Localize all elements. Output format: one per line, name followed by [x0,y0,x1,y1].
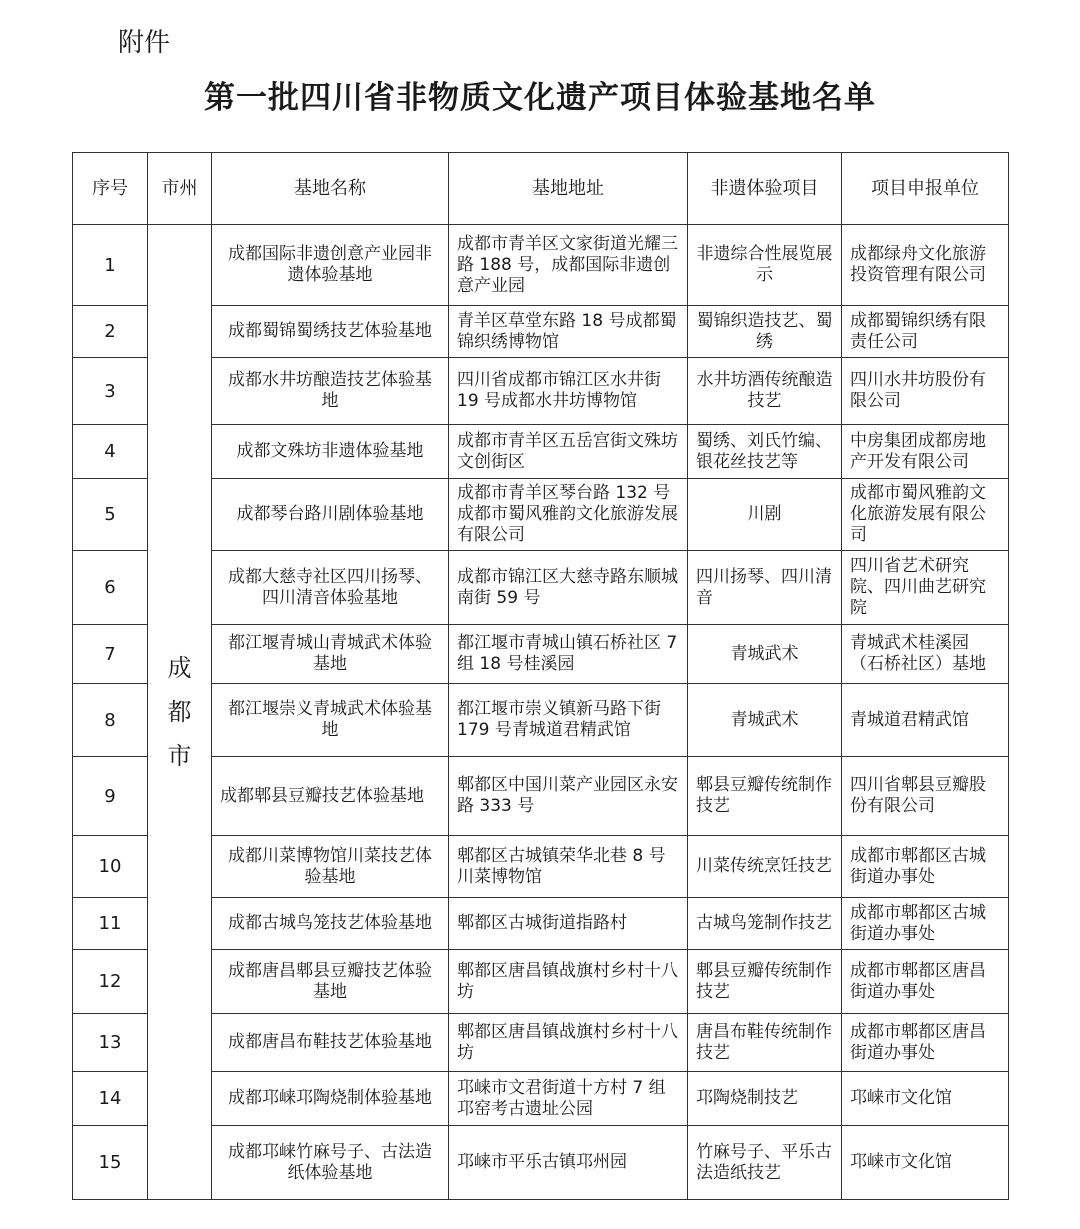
table-row [73,1014,1009,1072]
base-address: 都江堰市崇义镇新马路下街 179 号青城道君精武馆 [449,684,688,757]
heritage-project: 蜀锦织造技艺、蜀绣 [688,306,842,358]
base-address: 邛崃市文君街道十方村 7 组邛窑考古遗址公园 [449,1072,688,1126]
heritage-project: 青城武术 [688,625,842,684]
base-name: 成都琴台路川剧体验基地 [212,479,449,551]
heritage-project: 蜀绣、刘氏竹编、银花丝技艺等 [688,425,842,479]
row-number: 11 [73,898,148,950]
row-number: 7 [73,625,148,684]
row-number: 8 [73,684,148,757]
base-name: 成都邛崃邛陶烧制体验基地 [212,1072,449,1126]
declaring-unit: 成都市蜀风雅韵文化旅游发展有限公司 [842,479,1009,551]
table-row [73,1126,1009,1200]
base-name: 都江堰青城山青城武术体验基地 [212,625,449,684]
document-title: 第一批四川省非物质文化遗产项目体验基地名单 [204,80,876,116]
heritage-project: 青城武术 [688,684,842,757]
base-address: 成都市青羊区五岳宫街文殊坊文创街区 [449,425,688,479]
heritage-project: 竹麻号子、平乐古法造纸技艺 [688,1126,842,1200]
heritage-project: 郫县豆瓣传统制作技艺 [688,757,842,836]
base-name: 成都唐昌郫县豆瓣技艺体验基地 [212,950,449,1014]
declaring-unit: 中房集团成都房地产开发有限公司 [842,425,1009,479]
base-address: 青羊区草堂东路 18 号成都蜀锦织绣博物馆 [449,306,688,358]
header-project: 非遗体验项目 [688,153,842,225]
row-number: 3 [73,358,148,425]
declaring-unit: 成都绿舟文化旅游投资管理有限公司 [842,225,1009,306]
declaring-unit: 成都蜀锦织绣有限责任公司 [842,306,1009,358]
header-base-address: 基地地址 [449,153,688,225]
base-name: 都江堰崇义青城武术体验基地 [212,684,449,757]
table-row [73,551,1009,625]
base-name: 成都国际非遗创意产业园非遗体验基地 [212,225,449,306]
heritage-project: 川剧 [688,479,842,551]
base-name: 成都水井坊酿造技艺体验基地 [212,358,449,425]
base-address: 郫都区中国川菜产业园区永安路 333 号 [449,757,688,836]
base-address: 郫都区古城街道指路村 [449,898,688,950]
header-unit: 项目申报单位 [842,153,1009,225]
row-number: 1 [73,225,148,306]
row-number: 13 [73,1014,148,1072]
base-address: 郫都区唐昌镇战旗村乡村十八坊 [449,950,688,1014]
declaring-unit: 成都市郫都区唐昌街道办事处 [842,1014,1009,1072]
table-row [73,479,1009,551]
attachment-label: 附件 [118,28,171,58]
base-name: 成都古城鸟笼技艺体验基地 [212,898,449,950]
heritage-project: 非遗综合性展览展示 [688,225,842,306]
declaring-unit: 成都市郫都区古城街道办事处 [842,898,1009,950]
base-address: 四川省成都市锦江区水井街 19 号成都水井坊博物馆 [449,358,688,425]
table-row [73,625,1009,684]
declaring-unit: 四川水井坊股份有限公司 [842,358,1009,425]
base-name: 成都川菜博物馆川菜技艺体验基地 [212,836,449,898]
row-number: 2 [73,306,148,358]
declaring-unit: 四川省艺术研究院、四川曲艺研究院 [842,551,1009,625]
heritage-project: 四川扬琴、四川清音 [688,551,842,625]
heritage-project: 古城鸟笼制作技艺 [688,898,842,950]
base-address: 邛崃市平乐古镇邛州园 [449,1126,688,1200]
row-number: 9 [73,757,148,836]
base-address: 都江堰市青城山镇石桥社区 7 组 18 号桂溪园 [449,625,688,684]
base-name: 成都唐昌布鞋技艺体验基地 [212,1014,449,1072]
table-row [73,1072,1009,1126]
table-row [73,358,1009,425]
table-row [73,950,1009,1014]
header-no: 序号 [73,153,148,225]
row-number: 5 [73,479,148,551]
header-base-name: 基地名称 [212,153,449,225]
heritage-project: 水井坊酒传统酿造技艺 [688,358,842,425]
header-city: 市州 [148,153,212,225]
table-row [73,898,1009,950]
row-number: 12 [73,950,148,1014]
declaring-unit: 成都市郫都区唐昌街道办事处 [842,950,1009,1014]
declaring-unit: 青城武术桂溪园（石桥社区）基地 [842,625,1009,684]
declaring-unit: 邛崃市文化馆 [842,1072,1009,1126]
city-cell [148,225,212,1200]
city-name: 成都市 [167,654,192,770]
base-name: 成都郫县豆瓣技艺体验基地 [212,757,449,836]
declaring-unit: 成都市郫都区古城街道办事处 [842,836,1009,898]
table-row [73,684,1009,757]
row-number: 4 [73,425,148,479]
base-name: 成都大慈寺社区四川扬琴、四川清音体验基地 [212,551,449,625]
row-number: 6 [73,551,148,625]
table-row [73,425,1009,479]
heritage-project: 邛陶烧制技艺 [688,1072,842,1126]
base-name: 成都蜀锦蜀绣技艺体验基地 [212,306,449,358]
base-address: 成都市青羊区文家街道光耀三路 188 号，成都国际非遗创意产业园 [449,225,688,306]
base-address: 郫都区古城镇荣华北巷 8 号川菜博物馆 [449,836,688,898]
base-name: 成都文殊坊非遗体验基地 [212,425,449,479]
base-address: 郫都区唐昌镇战旗村乡村十八坊 [449,1014,688,1072]
table-row [73,306,1009,358]
table-row [73,757,1009,836]
declaring-unit: 邛崃市文化馆 [842,1126,1009,1200]
base-address: 成都市青羊区琴台路 132 号成都市蜀风雅韵文化旅游发展有限公司 [449,479,688,551]
heritage-project: 川菜传统烹饪技艺 [688,836,842,898]
heritage-project: 郫县豆瓣传统制作技艺 [688,950,842,1014]
table-header-row [73,153,1009,225]
base-address: 成都市锦江区大慈寺路东顺城南街 59 号 [449,551,688,625]
declaring-unit: 四川省郫县豆瓣股份有限公司 [842,757,1009,836]
table-row [73,225,1009,306]
heritage-project: 唐昌布鞋传统制作技艺 [688,1014,842,1072]
heritage-base-table [72,152,1009,1200]
row-number: 15 [73,1126,148,1200]
row-number: 10 [73,836,148,898]
declaring-unit: 青城道君精武馆 [842,684,1009,757]
row-number: 14 [73,1072,148,1126]
table-row [73,836,1009,898]
base-name: 成都邛崃竹麻号子、古法造纸体验基地 [212,1126,449,1200]
